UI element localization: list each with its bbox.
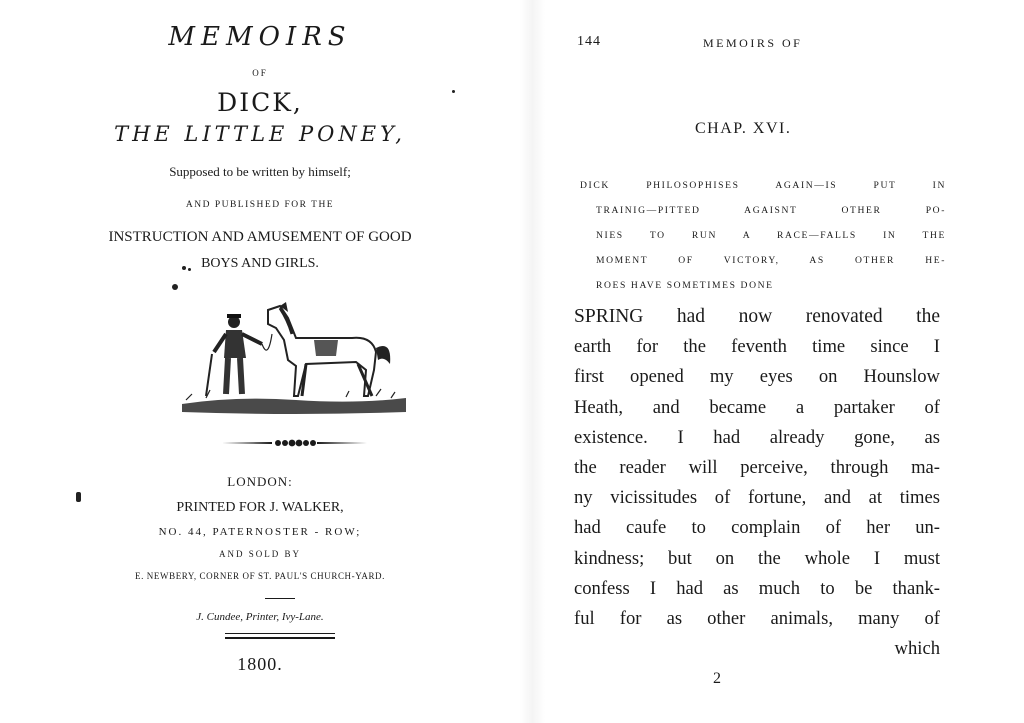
ink-speck: [76, 492, 81, 502]
body-line: kindness; but on the whole I must: [574, 547, 940, 569]
title-of: OF: [252, 68, 268, 78]
man-with-pony-engraving-icon: [176, 300, 412, 418]
publication-year: 1800.: [237, 654, 283, 674]
published-line: AND PUBLISHED FOR THE: [185, 200, 335, 210]
boys-girls-line: BOYS AND GIRLS.: [201, 256, 319, 271]
title-memoirs: MEMOIRS: [168, 22, 352, 52]
chapter-heading: CHAP. XVI.: [695, 120, 792, 137]
running-head: MEMOIRS OF: [703, 36, 803, 50]
signature-mark: 2: [713, 670, 721, 687]
body-line: first opened my eyes on Hounslow: [574, 366, 940, 388]
chapter-summary: [580, 173, 946, 298]
book-gutter: [520, 0, 545, 723]
ornamental-rule-icon: [222, 436, 367, 450]
body-line: confess I had as much to be thank-: [574, 577, 940, 599]
double-rule-bottom: [225, 637, 335, 639]
body-line: SPRING had now renovated the: [574, 306, 940, 327]
title-dick: DICK,: [217, 88, 303, 117]
imprint-address: NO. 44, PATERNOSTER - ROW;: [158, 526, 362, 538]
summary-line: ROES HAVE SOMETIMES DONE: [596, 280, 774, 291]
summary-line: DICK PHILOSOPHISES AGAIN—IS PUT IN: [580, 180, 946, 191]
body-line: ful for as other animals, many of: [574, 608, 940, 630]
instruction-line: INSTRUCTION AND AMUSEMENT OF GOOD: [108, 229, 412, 245]
imprint-sold-by: AND SOLD BY: [218, 549, 301, 559]
printer-line: J. Cundee, Printer, Ivy-Lane.: [196, 611, 324, 623]
body-line: ny vicissitudes of fortune, and at times: [574, 487, 940, 509]
body-text: [574, 302, 940, 664]
text-page: [545, 0, 1024, 723]
body-line: had caufe to complain of her un-: [574, 517, 940, 539]
page-number: 144: [577, 34, 601, 49]
imprint-newbery: E. NEWBERY, CORNER OF ST. PAUL'S CHURCH-YARD.: [135, 571, 385, 581]
ink-speck: [452, 90, 455, 93]
ink-speck: [172, 284, 178, 290]
summary-line: TRAINIG—PITTED AGAISNT OTHER PO-: [596, 205, 946, 216]
title-little-poney: THE LITTLE PONEY,: [114, 122, 406, 146]
summary-line: MOMENT OF VICTORY, AS OTHER HE-: [596, 255, 946, 266]
body-line: the reader will perceive, through ma-: [574, 457, 940, 479]
short-rule: [265, 598, 295, 599]
supposed-line: Supposed to be written by himself;: [169, 164, 351, 179]
summary-line: NIES TO RUN A RACE—FALLS IN THE: [596, 230, 946, 241]
body-line: existence. I had already gone, as: [574, 426, 940, 448]
body-line: which: [894, 638, 940, 660]
imprint-london: LONDON:: [227, 474, 293, 489]
ink-speck: [188, 268, 191, 271]
body-line: earth for the feventh time since I: [574, 336, 940, 358]
imprint-printed-for: PRINTED FOR J. WALKER,: [176, 500, 344, 515]
ink-speck: [182, 266, 186, 270]
body-line: Heath, and became a partaker of: [574, 396, 940, 418]
double-rule-top: [225, 633, 335, 634]
